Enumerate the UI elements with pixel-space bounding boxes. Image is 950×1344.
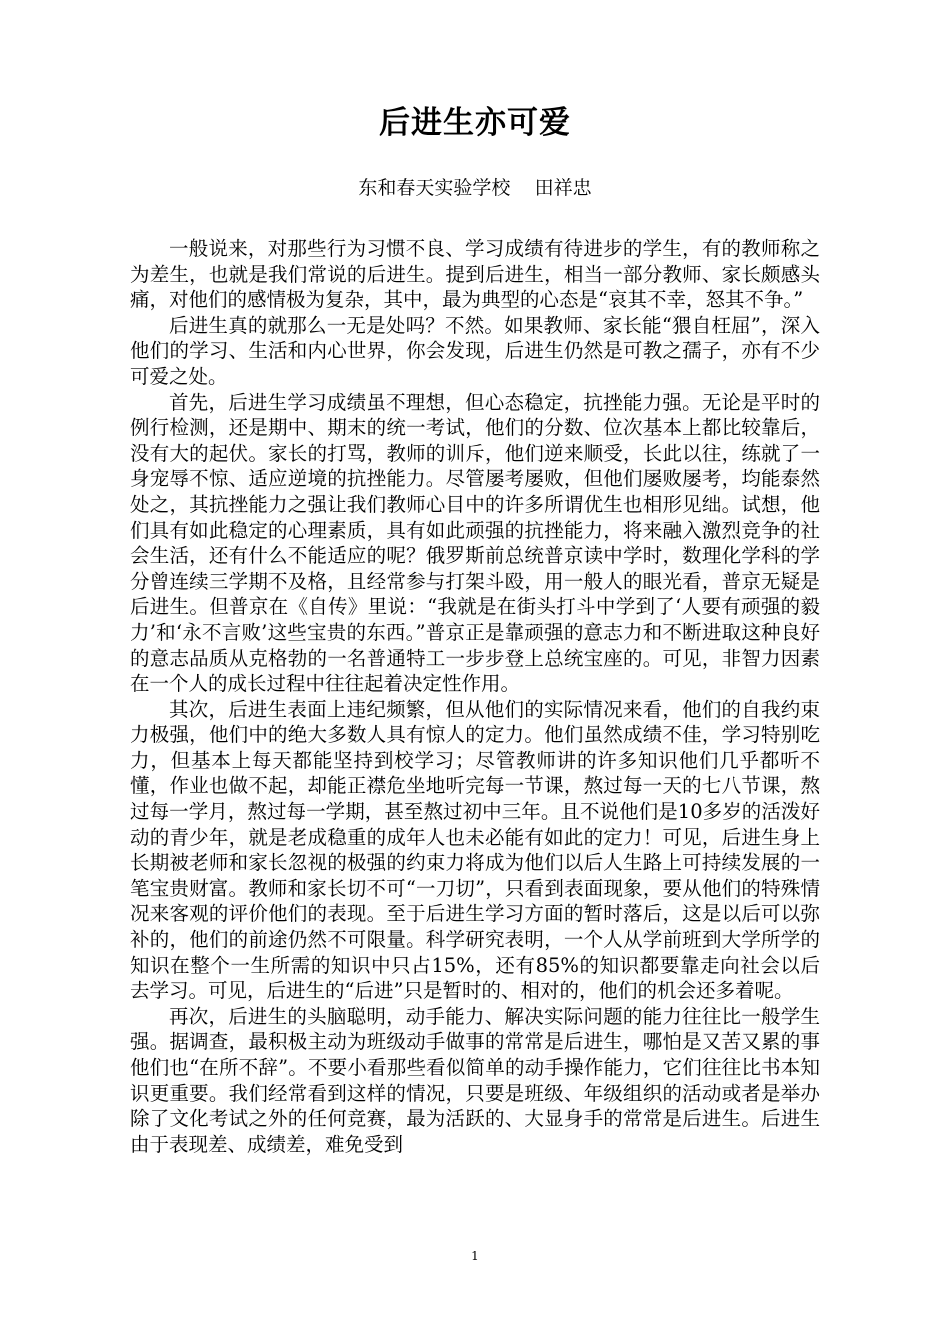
body-paragraph: 其次，后进生表面上违纪频繁，但从他们的实际情况来看，他们的自我约束力极强，他们中的绝大多数人具有惊人的定力。他们虽然成绩不佳，学习特别吃力，但基本上每天都能坚持到校学习；尽管教师讲的许多知识他们几乎都听不懂，作业也做不起，却能正襟危坐地听完每一节课，熬过每一天的七八节课，熬过每一学月，熬过每一学期，甚至熬过初中三年。且不说他们是10多岁的活泼好动的青少年，就是老成稳重的成年人也未必能有如此的定力！可见，后进生身上长期被老师和家长忽视的极强的约束力将成为他们以后人生路上可持续发展的一笔宝贵财富。教师和家长切不可“一刀切”，只看到表面现象，要从他们的特殊情况来客观的评价他们的表现。至于后进生学习方面的暂时落后，这是以后可以弥补的，他们的前途仍然不可限量。科学研究表明，一个人从学前班到大学所学的知识在整个一生所需的知识中只占15%，还有85%的知识都要靠走向社会以后去学习。可见，后进生的“后进”只是暂时的、相对的，他们的机会还多着呢。 — [130, 697, 820, 1003]
page-number: 1 — [471, 1249, 479, 1263]
body-paragraph: 后进生真的就那么一无是处吗？不然。如果教师、家长能“猥自枉屈”，深入他们的学习、生活和内心世界，你会发现，后进生仍然是可教之孺子，亦有不少可爱之处。 — [130, 313, 820, 388]
document-title: 后进生亦可爱 — [379, 105, 571, 141]
body-paragraph: 首先，后进生学习成绩虽不理想，但心态稳定，抗挫能力强。无论是平时的例行检测，还是期中、期末的统一考试，他们的分数、位次基本上都比较靠后，没有大的起伏。家长的打骂，教师的训斥，他们逆来顺受，长此以往，练就了一身宠辱不惊、适应逆境的抗挫能力。尽管屡考屡败，但他们屡败屡考，均能泰然处之，其抗挫能力之强让我们教师心目中的许多所谓优生也相形见绌。试想，他们具有如此稳定的心理素质，具有如此顽强的抗挫能力，将来融入激烈竞争的社会生活，还有什么不能适应的呢？俄罗斯前总统普京读中学时，数理化学科的学分曾连续三学期不及格，且经常参与打架斗殴，用一般人的眼光看，普京无疑是后进生。但普京在《自传》里说：“我就是在街头打斗中学到了‘人要有顽强的毅力’和‘永不言败’这些宝贵的东西。”普京正是靠顽强的意志力和不断进取这种良好的意志品质从克格勃的一名普通特工一步步登上总统宝座的。可见，非智力因素在一个人的成长过程中往往起着决定性作用。 — [130, 390, 820, 696]
body-paragraph: 一般说来，对那些行为习惯不良、学习成绩有待进步的学生，有的教师称之为差生，也就是我们常说的后进生。提到后进生，相当一部分教师、家长颇感头痛，对他们的感情极为复杂，其中，最为典型的心态是“哀其不幸，怒其不争。” — [130, 237, 820, 312]
body-paragraph: 再次，后进生的头脑聪明，动手能力、解决实际问题的能力往往比一般学生强。据调查，最积极主动为班级动手做事的常常是后进生，哪怕是又苦又累的事他们也“在所不辞”。不要小看那些看似简单的动手操作能力，它们往往比书本知识更重要。我们经常看到这样的情况，只要是班级、年级组织的活动或者是举办除了文化考试之外的任何竞赛，最为活跃的、大显身手的常常是后进生。后进生由于表现差、成绩差，难免受到 — [130, 1004, 820, 1156]
document-body — [130, 236, 820, 1157]
author-byline: 东和春天实验学校 田祥忠 — [358, 177, 592, 199]
